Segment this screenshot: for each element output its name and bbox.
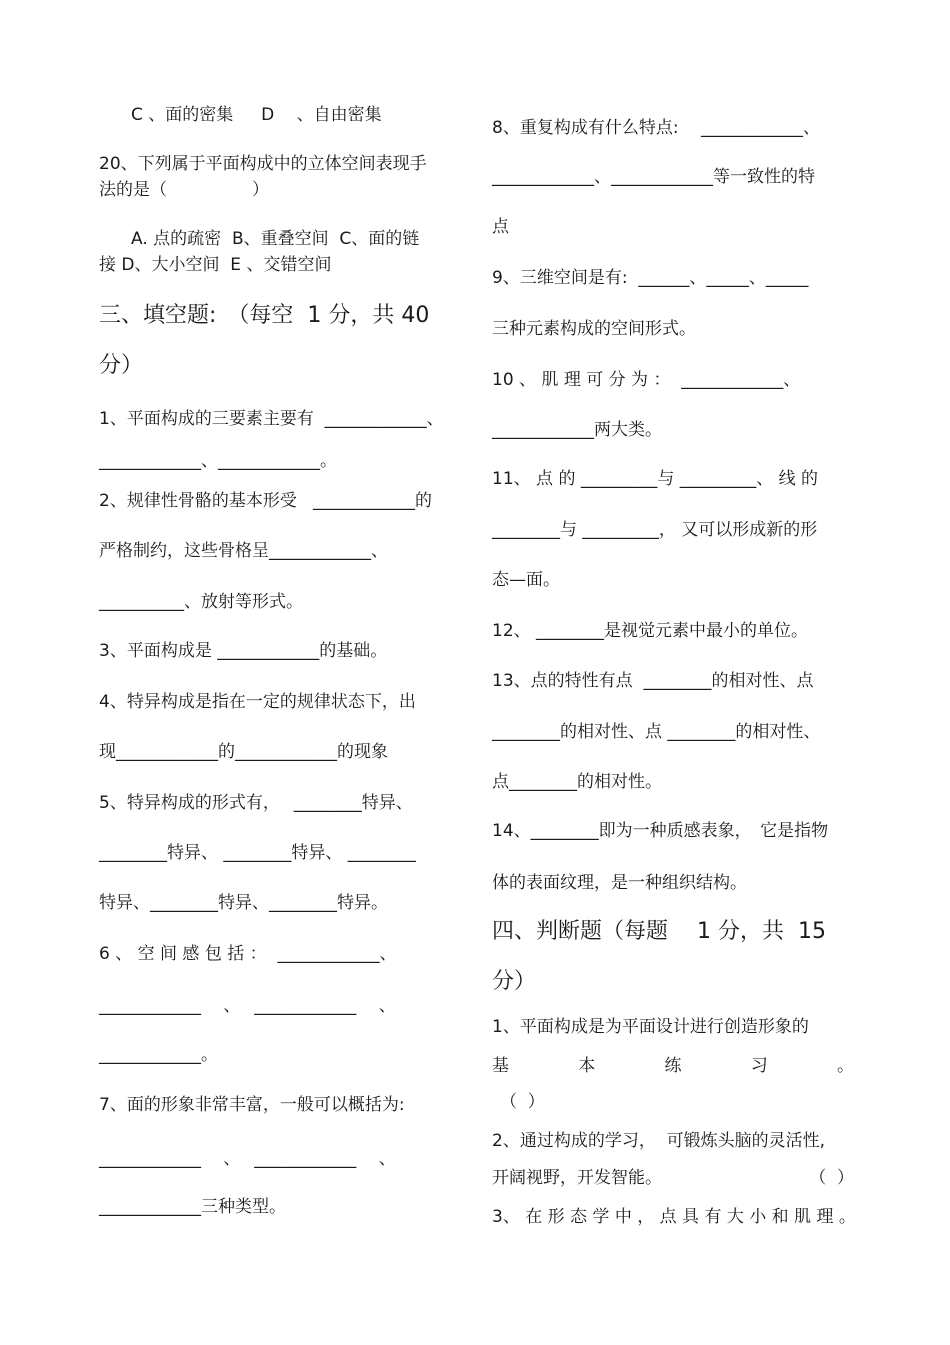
fill-5-line3: 特异、________特异、________特异。: [99, 893, 388, 913]
q20-options-line1: A. 点的疏密 B、重叠空间 C、面的链: [131, 229, 420, 249]
judge-3-line1: 3、 在 形 态 学 中 ， 点 具 有 大 小 和 肌 理 。: [492, 1207, 856, 1227]
judge-2-line2: [492, 1167, 854, 1189]
fill-7-line2: ____________ 、 ____________ 、: [99, 1149, 396, 1169]
fill-11-line2: ________与 _________， 又可以形成新的形: [492, 520, 818, 540]
fill-4-line2: 现____________的____________的现象: [99, 742, 388, 762]
section4-title-line1: 四、判断题（每题 1 分，共 15: [492, 919, 826, 944]
fill-13-line3: 点________的相对性。: [492, 772, 662, 792]
fill-1-line1: 1、平面构成的三要素主要有 ____________、: [99, 409, 444, 429]
judge-1-line2: [492, 1055, 854, 1077]
q20-stem-line2: 法的是（ ）: [99, 180, 269, 200]
fill-12-line1: 12、 ________是视觉元素中最小的单位。: [492, 621, 809, 641]
judge-1-word: 本: [578, 1056, 596, 1076]
fill-13-line1: 13、点的特性有点 ________的相对性、点: [492, 671, 814, 691]
judge-1-line1: 1、平面构成是为平面设计进行创造形象的: [492, 1017, 809, 1037]
judge-2-line1: 2、通过构成的学习， 可锻炼头脑的灵活性,: [492, 1131, 826, 1151]
fill-1-line2: ____________、____________。: [99, 451, 337, 471]
fill-6-line1: 6 、 空 间 感 包 括 ： ____________、: [99, 944, 397, 964]
judge-1-word: 练: [664, 1056, 682, 1076]
judge-1-answer-paren: （ ）: [500, 1092, 545, 1112]
fill-7-line1: 7、面的形象非常丰富，一般可以概括为:: [99, 1095, 405, 1115]
fill-5-line1: 5、特异构成的形式有， ________特异、: [99, 793, 413, 813]
fill-10-line1: 10 、 肌 理 可 分 为 ： ____________、: [492, 370, 801, 390]
fill-7-line3: ____________三种类型。: [99, 1197, 286, 1217]
fill-8-line1: 8、重复构成有什么特点: ____________、: [492, 118, 820, 138]
fill-8-line2: ____________、____________等一致性的特: [492, 167, 815, 187]
fill-3-line1: 3、平面构成是 ____________的基础。: [99, 641, 388, 661]
q19-options-cd: C 、面的密集 D 、自由密集: [131, 105, 382, 125]
fill-5-line2: ________特异、 ________特异、 ________: [99, 843, 416, 863]
fill-13-line2: ________的相对性、点 ________的相对性、: [492, 722, 821, 742]
judge-2-text: 开阔视野，开发智能。: [492, 1168, 662, 1188]
fill-6-line3: ____________。: [99, 1045, 218, 1065]
fill-6-line2: ____________ 、 ____________ 、: [99, 996, 396, 1016]
fill-11-line1: 11、 点 的 _________与 _________、 线 的: [492, 469, 819, 489]
q20-stem-line1: 20、下列属于平面构成中的立体空间表现手: [99, 154, 427, 174]
fill-2-line1: 2、规律性骨骼的基本形受 ____________的: [99, 491, 433, 511]
section4-title-line2: 分）: [492, 969, 537, 994]
fill-2-line3: __________、放射等形式。: [99, 592, 303, 612]
judge-1-word: 习: [750, 1056, 768, 1076]
section3-title-line2: 分）: [99, 353, 144, 378]
judge-2-answer-paren: （ ）: [809, 1168, 854, 1188]
fill-4-line1: 4、特异构成是指在一定的规律状态下，出: [99, 692, 416, 712]
judge-1-word: 。: [837, 1056, 854, 1076]
fill-14-line2: 体的表面纹理，是一种组织结构。: [492, 873, 747, 893]
fill-10-line2: ____________两大类。: [492, 420, 662, 440]
fill-14-line1: 14、________即为一种质感表象， 它是指物: [492, 821, 829, 841]
fill-11-line3: 态—面。: [492, 570, 560, 590]
fill-9-line2: 三种元素构成的空间形式。: [492, 319, 696, 339]
fill-2-line2: 严格制约，这些骨格呈____________、: [99, 541, 388, 561]
fill-9-line1: 9、三维空间是有: ______、_____、_____: [492, 268, 809, 288]
section3-title-line1: 三、填空题: （每空 1 分，共 40: [99, 303, 430, 328]
q20-options-line2: 接 D、大小空间 E 、交错空间: [99, 255, 332, 275]
judge-1-word: 基: [492, 1056, 509, 1076]
fill-8-line3: 点: [492, 217, 509, 237]
